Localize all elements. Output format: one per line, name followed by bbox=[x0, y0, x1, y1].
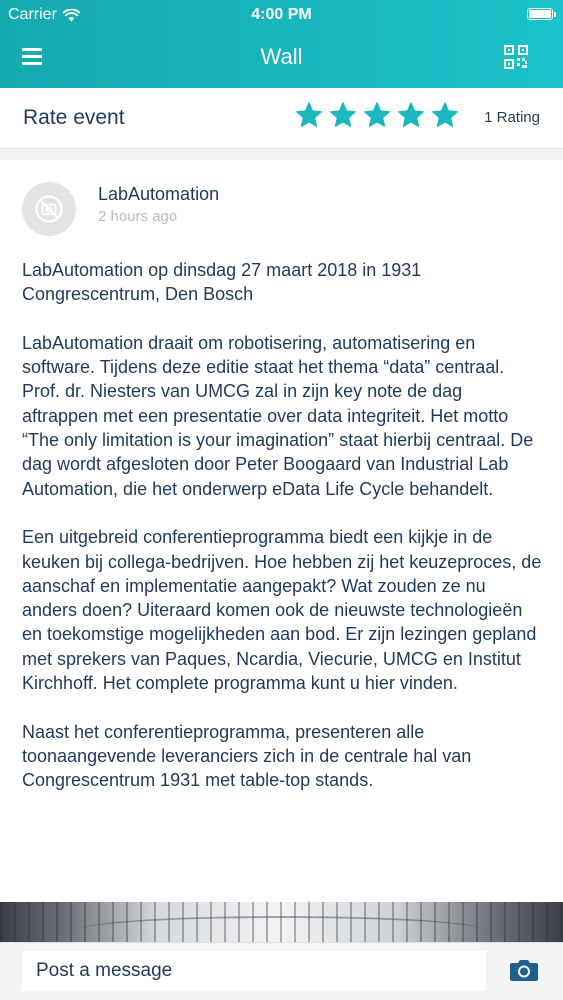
status-bar bbox=[0, 0, 563, 30]
top-bar bbox=[0, 0, 563, 88]
star-icon[interactable] bbox=[364, 102, 390, 128]
battery-tip bbox=[554, 12, 556, 17]
post-paragraph: Naast het conferentieprogramma, presenteren alle toonaangevende leveranciers zich in de centrale hal van Congrescentrum 1931 met table-top stands. bbox=[22, 721, 472, 791]
star-icon[interactable] bbox=[398, 102, 424, 128]
star-icon[interactable] bbox=[296, 102, 322, 128]
nav-bar bbox=[0, 30, 563, 88]
qr-code-icon[interactable] bbox=[503, 44, 529, 70]
no-photo-icon bbox=[34, 194, 64, 224]
post-body bbox=[22, 258, 542, 817]
rate-event-card bbox=[0, 88, 563, 149]
page-title: Wall bbox=[260, 44, 303, 69]
post-paragraph: Een uitgebreid conferentieprogramma biedt een kijkje in de keuken bij collega-bedrijven. Hoe hebben zij het keuzeproces, de aanschaf en implementatie aangepakt? Wat zouden ze nu anders doen? Uiteraard komen ook de nieuwste technologieën en toekomstige mogelijkheden aan bod. Er zijn lezingen gepland met sprekers van Paques, Ncardia, Viecurie, UMCG en Institut Kirchhoff. Het complete programma kunt u hier vinden. bbox=[22, 527, 542, 694]
post-image[interactable] bbox=[0, 902, 563, 942]
battery-fill bbox=[529, 10, 551, 18]
post-card bbox=[0, 160, 563, 902]
post-paragraph: LabAutomation op dinsdag 27 maart 2018 in 1931 Congrescentrum, Den Bosch bbox=[22, 260, 422, 305]
avatar[interactable] bbox=[22, 182, 76, 236]
star-rating bbox=[296, 102, 458, 128]
post-timestamp: 2 hours ago bbox=[98, 208, 178, 225]
post-message-input[interactable] bbox=[22, 951, 486, 991]
star-icon[interactable] bbox=[330, 102, 356, 128]
battery-icon bbox=[527, 8, 553, 20]
status-time: 4:00 PM bbox=[251, 6, 312, 23]
rate-event-label: Rate event bbox=[23, 106, 125, 129]
star-icon[interactable] bbox=[432, 102, 458, 128]
post-paragraph: LabAutomation draait om robotisering, automatisering en software. Tijdens deze editie staat het thema “data” centraal. Prof. dr. Niesters van UMCG zal in zijn key note de dag aftrappen met een presentatie over data integriteit. Het motto “The only limitation is your imagination” staat hierbij centraal. De dag wordt afgesloten door Peter Boogaard van Industrial Lab Automation, die het onderwerp eData Life Cycle behandelt. bbox=[22, 332, 534, 499]
camera-icon[interactable] bbox=[509, 957, 539, 983]
post-author[interactable]: LabAutomation bbox=[98, 184, 220, 204]
compose-bar bbox=[0, 942, 563, 1000]
rating-count: 1 Rating bbox=[484, 109, 540, 126]
carrier-label: Carrier bbox=[8, 6, 57, 23]
